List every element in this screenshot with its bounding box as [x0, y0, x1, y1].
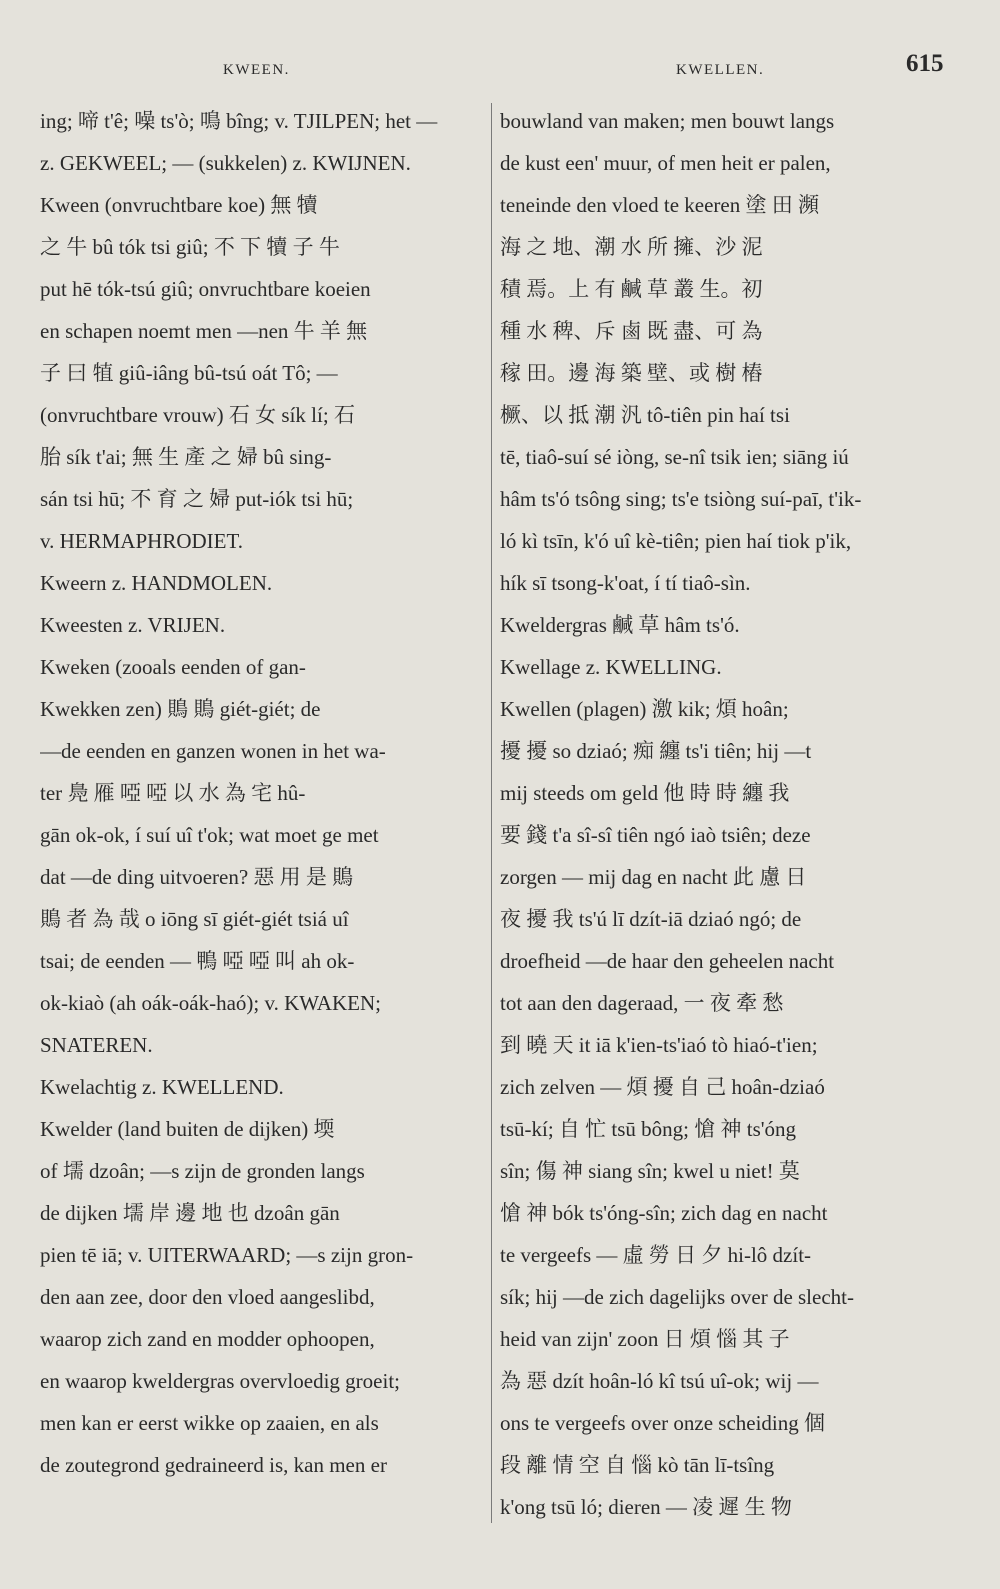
text-line: pien tē iā; v. UITERWAARD; —s zijn gron-	[40, 1243, 414, 1267]
text-line: den aan zee, door den vloed aangeslibd,	[40, 1285, 375, 1309]
text-line: bouwland van maken; men bouwt langs	[500, 109, 835, 133]
text-line: 夜 擾 我 ts'ú lī dzít-iā dziaó ngó; de	[500, 907, 802, 931]
text-line: tot aan den dageraad, 一 夜 牽 愁	[500, 991, 784, 1015]
text-line: ing; 啼 t'ê; 噪 ts'ò; 鳴 bîng; v. TJILPEN; het —	[40, 109, 438, 133]
text-line: de zoutegrond gedraineerd is, kan men er	[40, 1453, 387, 1477]
page-number: 615	[906, 50, 944, 77]
right-running-head: KWELLEN.	[676, 62, 765, 78]
text-line: put hē tók-tsú giû; onvruchtbare koeien	[40, 277, 371, 301]
text-line: 橛、以 抵 潮 汎 tô-tiên pin haí tsi	[500, 403, 790, 427]
text-line: 之 牛 bû tók tsi giû; 不 下 犢 子 牛	[40, 235, 340, 259]
text-line: ok-kiaò (ah oák-oák-haó); v. KWAKEN;	[40, 991, 381, 1015]
text-line: Kweesten z. VRIJEN.	[40, 613, 226, 637]
text-line: SNATEREN.	[40, 1033, 153, 1057]
text-line: 海 之 地、潮 水 所 擁、沙 泥	[500, 235, 763, 259]
text-line: sîn; 傷 神 siang sîn; kwel u niet! 莫	[500, 1159, 800, 1183]
text-line: 愴 神 bók ts'óng-sîn; zich dag en nacht	[500, 1201, 828, 1225]
left-running-head: KWEEN.	[223, 62, 290, 78]
text-line: en waarop kweldergras overvloedig groeit;	[40, 1369, 400, 1393]
text-line: hík sī tsong-k'oat, í tí tiaô-sìn.	[500, 571, 751, 595]
text-line: dat —de ding uitvoeren? 惡 用 是 鵙	[40, 865, 354, 889]
text-line: Kweken (zooals eenden of gan-	[40, 655, 306, 679]
right-text-column	[500, 100, 944, 1528]
text-line: 為 惡 dzít hoân-ló kî tsú uî-ok; wij —	[500, 1369, 819, 1393]
text-line: —de eenden en ganzen wonen in het wa-	[40, 739, 386, 763]
text-line: ter 鳧 雁 啞 啞 以 水 為 宅 hû-	[40, 781, 306, 805]
text-line: Kwellage z. KWELLING.	[500, 655, 722, 679]
text-line: hâm ts'ó tsông sing; ts'e tsiòng suí-paī, t'ik-	[500, 487, 862, 511]
text-line: men kan er eerst wikke op zaaien, en als	[40, 1411, 379, 1435]
text-line: heid van zijn' zoon 日 煩 惱 其 子	[500, 1327, 790, 1351]
text-line: droefheid —de haar den geheelen nacht	[500, 949, 835, 973]
text-line: z. GEKWEEL; — (sukkelen) z. KWIJNEN.	[40, 151, 411, 175]
text-line: waarop zich zand en modder ophoopen,	[40, 1327, 375, 1351]
text-line: ló kì tsīn, k'ó uî kè-tiên; pien haí tiok p'ik,	[500, 529, 852, 553]
text-line: sán tsi hū; 不 育 之 婦 put-iók tsi hū;	[40, 487, 354, 511]
text-line: de kust een' muur, of men heit er palen,	[500, 151, 831, 175]
text-line: en schapen noemt men —nen 牛 羊 無	[40, 319, 368, 343]
text-line: Kwelder (land buiten de dijken) 堧	[40, 1117, 335, 1141]
text-line: Kwelachtig z. KWELLEND.	[40, 1075, 284, 1099]
text-line: 鵙 者 為 哉 o iōng sī giét-giét tsiá uî	[40, 907, 349, 931]
text-line: 胎 sík t'ai; 無 生 產 之 婦 bû sing-	[40, 445, 332, 469]
text-line: Kweldergras 鹹 草 hâm ts'ó.	[500, 613, 740, 637]
text-line: zorgen — mij dag en nacht 此 慮 日	[500, 865, 807, 889]
left-text-column	[40, 100, 486, 1486]
page-header	[0, 50, 1000, 90]
text-line: v. HERMAPHRODIET.	[40, 529, 243, 553]
text-line: Kwellen (plagen) 激 kik; 煩 hoân;	[500, 697, 789, 721]
text-line: Kween (onvruchtbare koe) 無 犢	[40, 193, 318, 217]
text-line: (onvruchtbare vrouw) 石 女 sík lí; 石	[40, 403, 355, 427]
text-line: k'ong tsū ló; dieren — 凌 遲 生 物	[500, 1495, 792, 1519]
column-divider	[491, 103, 492, 1523]
text-line: zich zelven — 煩 擾 自 己 hoân-dziaó	[500, 1075, 825, 1099]
text-line: 要 錢 t'a sî-sî tiên ngó iaò tsiên; deze	[500, 823, 811, 847]
text-line: te vergeefs — 虛 勞 日 夕 hi-lô dzít-	[500, 1243, 812, 1267]
text-line: sík; hij —de zich dagelijks over de slecht-	[500, 1285, 854, 1309]
text-line: 到 曉 天 it iā k'ien-ts'iaó tò hiaó-t'ien;	[500, 1033, 818, 1057]
text-line: de dijken 壖 岸 邊 地 也 dzoân gān	[40, 1201, 340, 1225]
text-line: 積 焉。上 有 鹹 草 叢 生。初	[500, 277, 763, 301]
text-line: Kweern z. HANDMOLEN.	[40, 571, 273, 595]
text-line: 子 曰 犆 giû-iâng bû-tsú oát Tô; —	[40, 361, 338, 385]
text-line: of 壖 dzoân; —s zijn de gronden langs	[40, 1159, 365, 1183]
text-line: 擾 擾 so dziaó; 痴 纏 ts'i tiên; hij —t	[500, 739, 812, 763]
text-line: teneinde den vloed te keeren 塗 田 瀕	[500, 193, 819, 217]
text-line: 段 離 情 空 自 惱 kò tān lī-tsîng	[500, 1453, 775, 1477]
text-line: ons te vergeefs over onze scheiding 個	[500, 1411, 826, 1435]
text-line: Kwekken zen) 鵙 鵙 giét-giét; de	[40, 697, 321, 721]
text-line: tsū-kí; 自 忙 tsū bông; 愴 神 ts'óng	[500, 1117, 797, 1141]
text-line: 稼 田。邊 海 築 壁、或 樹 樁	[500, 361, 763, 385]
text-line: mij steeds om geld 他 時 時 纏 我	[500, 781, 790, 805]
text-line: tsai; de eenden — 鴨 啞 啞 叫 ah ok-	[40, 949, 355, 973]
text-line: gān ok-ok, í suí uî t'ok; wat moet ge met	[40, 823, 379, 847]
text-line: tē, tiaô-suí sé iòng, se-nî tsik ien; siāng iú	[500, 445, 849, 469]
text-line: 種 水 稗、斥 鹵 既 盡、可 為	[500, 319, 763, 343]
